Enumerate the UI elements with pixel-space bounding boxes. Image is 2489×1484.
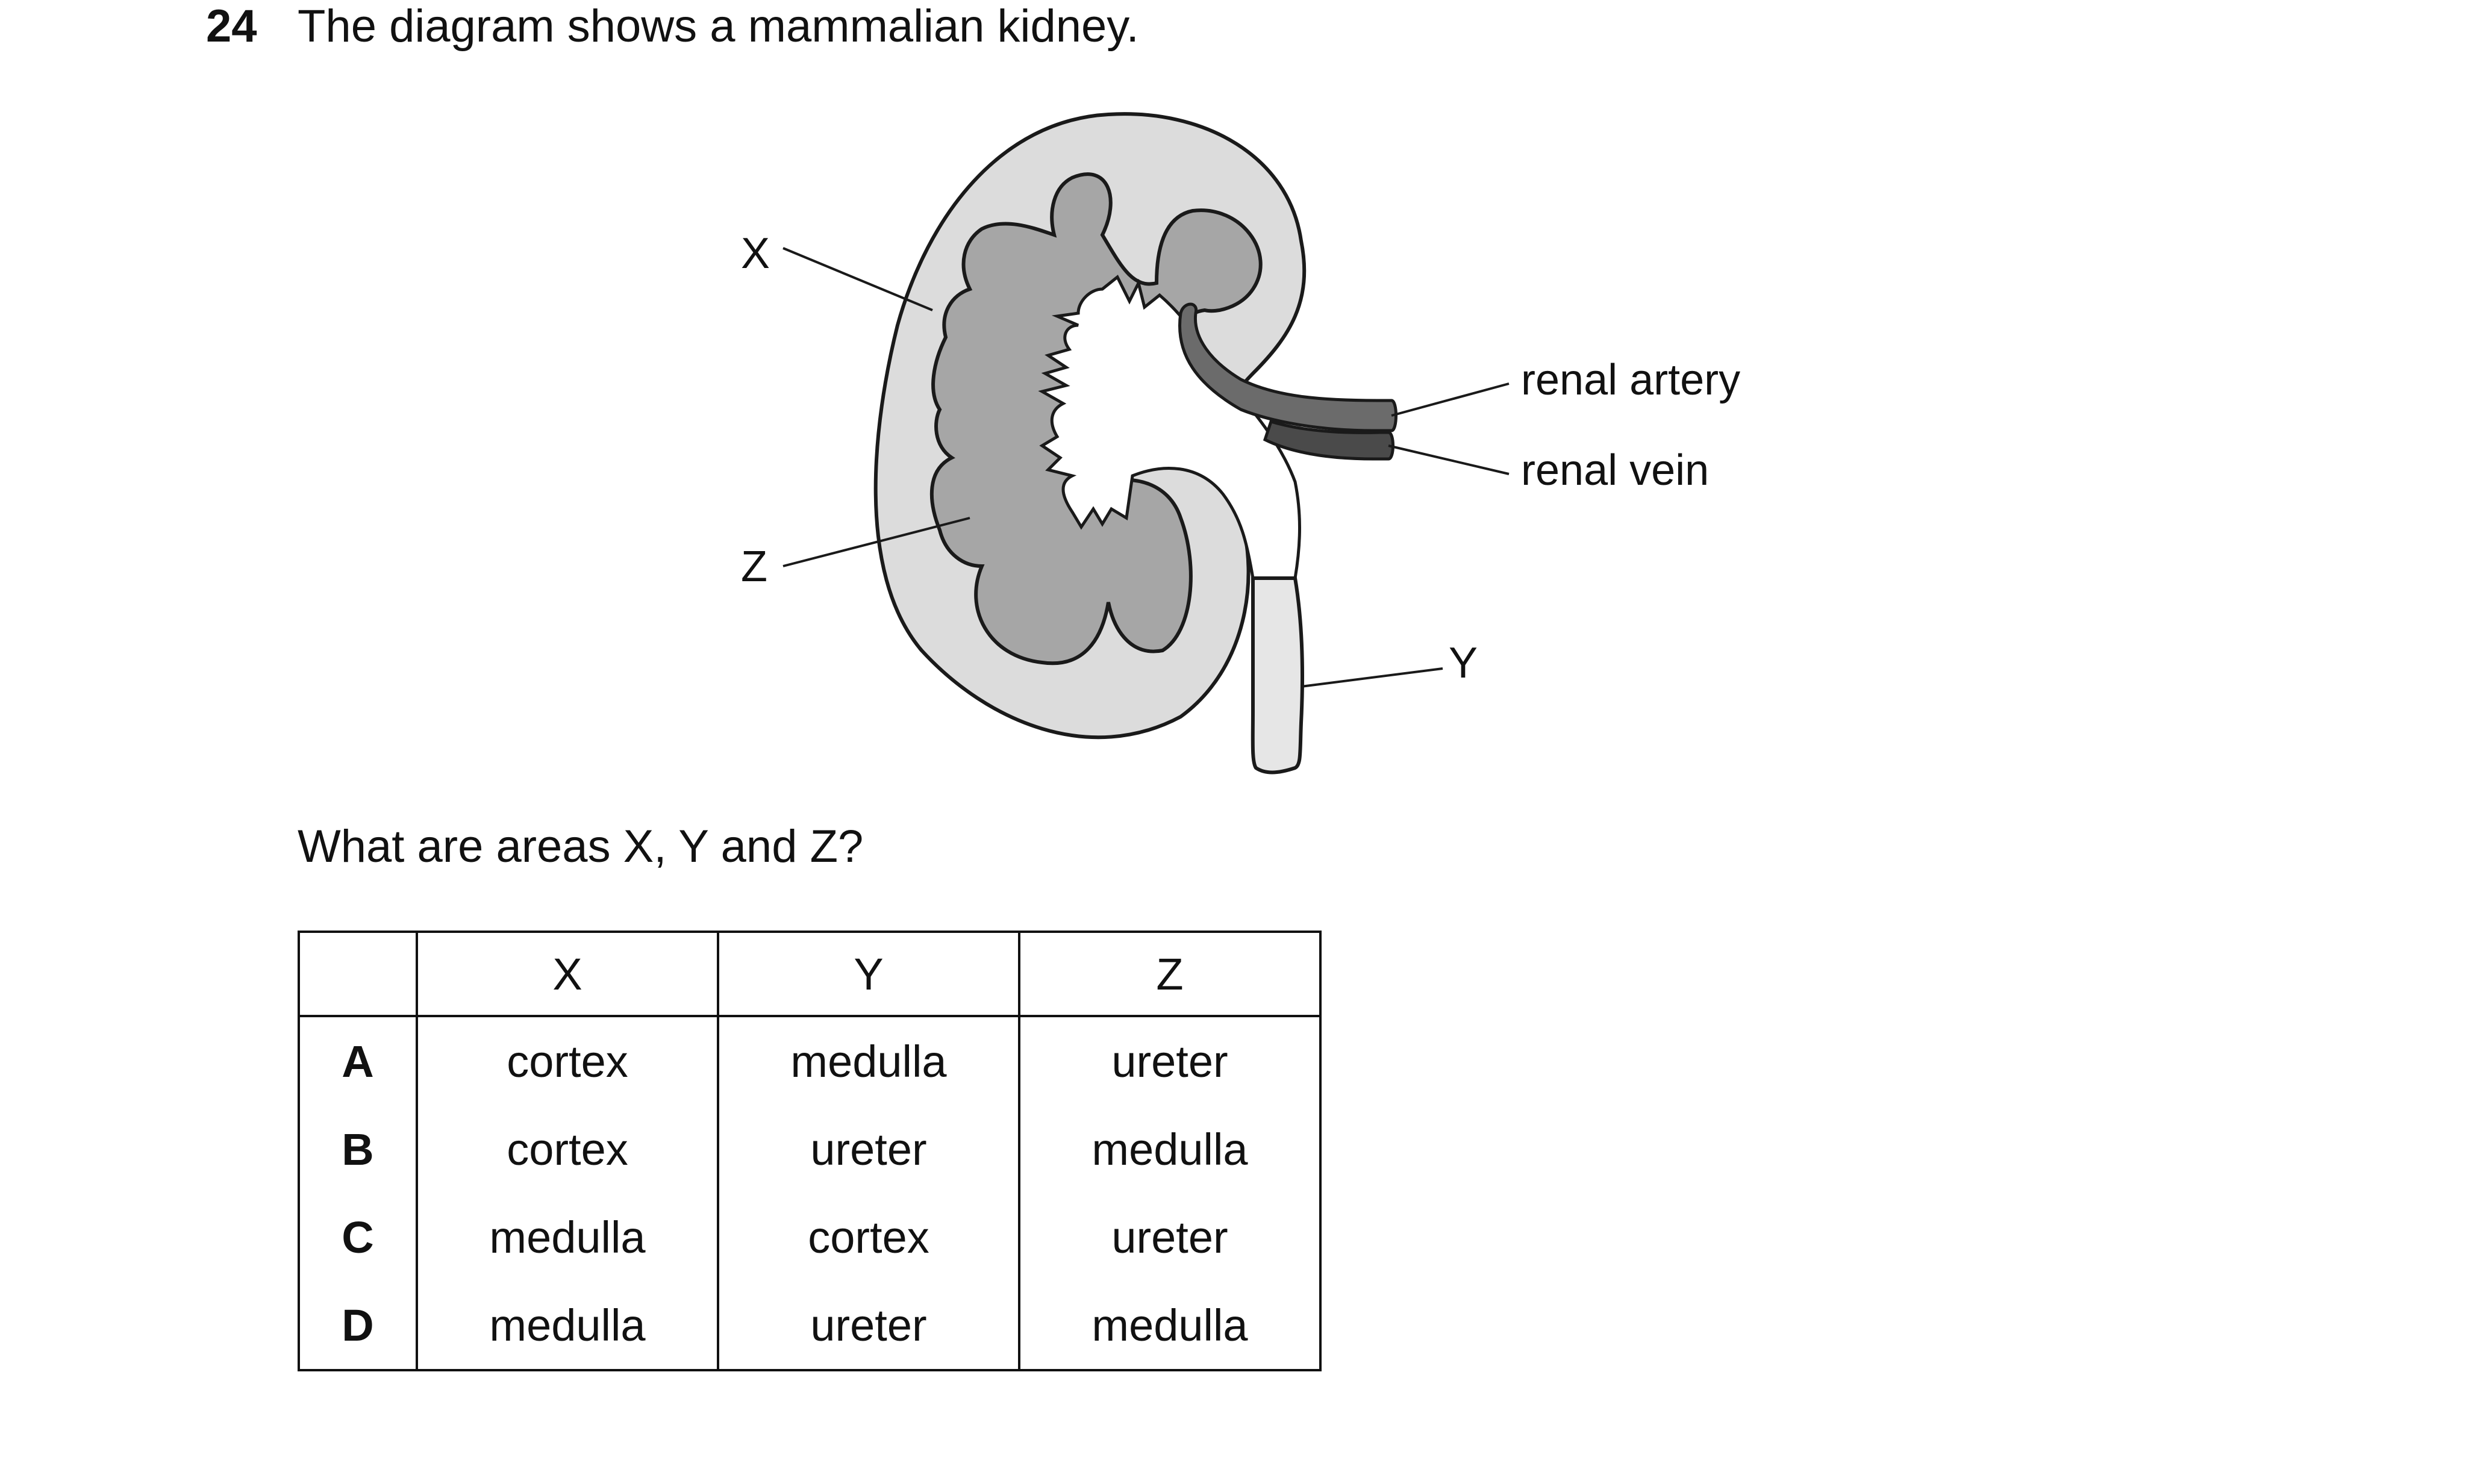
cell-y: medulla	[718, 1016, 1019, 1105]
cell-y: cortex	[718, 1193, 1019, 1281]
label-renal-vein: renal vein	[1521, 446, 1710, 494]
question-prompt: What are areas X, Y and Z?	[298, 821, 864, 872]
table-header-row	[299, 932, 1320, 1016]
header-corner	[299, 932, 417, 1016]
header-z: Z	[1019, 932, 1320, 1016]
cell-x: medulla	[417, 1193, 718, 1281]
table-row[interactable]	[299, 1193, 1320, 1281]
table-row[interactable]	[299, 1016, 1320, 1105]
table-row[interactable]	[299, 1105, 1320, 1193]
leader-line-x	[783, 248, 932, 310]
cell-z: ureter	[1019, 1016, 1320, 1105]
label-x: X	[741, 229, 770, 278]
leader-line-renal-vein	[1388, 446, 1509, 474]
option-letter: A	[299, 1016, 417, 1105]
cell-y: ureter	[718, 1105, 1019, 1193]
question-number: 24	[206, 1, 257, 52]
table-row[interactable]	[299, 1281, 1320, 1370]
cell-z: medulla	[1019, 1281, 1320, 1370]
label-z: Z	[741, 543, 767, 591]
cell-y: ureter	[718, 1281, 1019, 1370]
label-y: Y	[1449, 639, 1478, 687]
option-letter: B	[299, 1105, 417, 1193]
leader-line-y	[1301, 669, 1443, 687]
cell-x: medulla	[417, 1281, 718, 1370]
question-text: The diagram shows a mammalian kidney.	[298, 1, 1139, 52]
cell-z: medulla	[1019, 1105, 1320, 1193]
answer-table	[298, 931, 1322, 1371]
header-x: X	[417, 932, 718, 1016]
cell-z: ureter	[1019, 1193, 1320, 1281]
ureter	[1253, 578, 1302, 773]
leader-line-renal-artery	[1391, 384, 1509, 416]
cell-x: cortex	[417, 1016, 718, 1105]
option-letter: D	[299, 1281, 417, 1370]
label-renal-artery: renal artery	[1521, 356, 1741, 404]
cell-x: cortex	[417, 1105, 718, 1193]
option-letter: C	[299, 1193, 417, 1281]
header-y: Y	[718, 932, 1019, 1016]
